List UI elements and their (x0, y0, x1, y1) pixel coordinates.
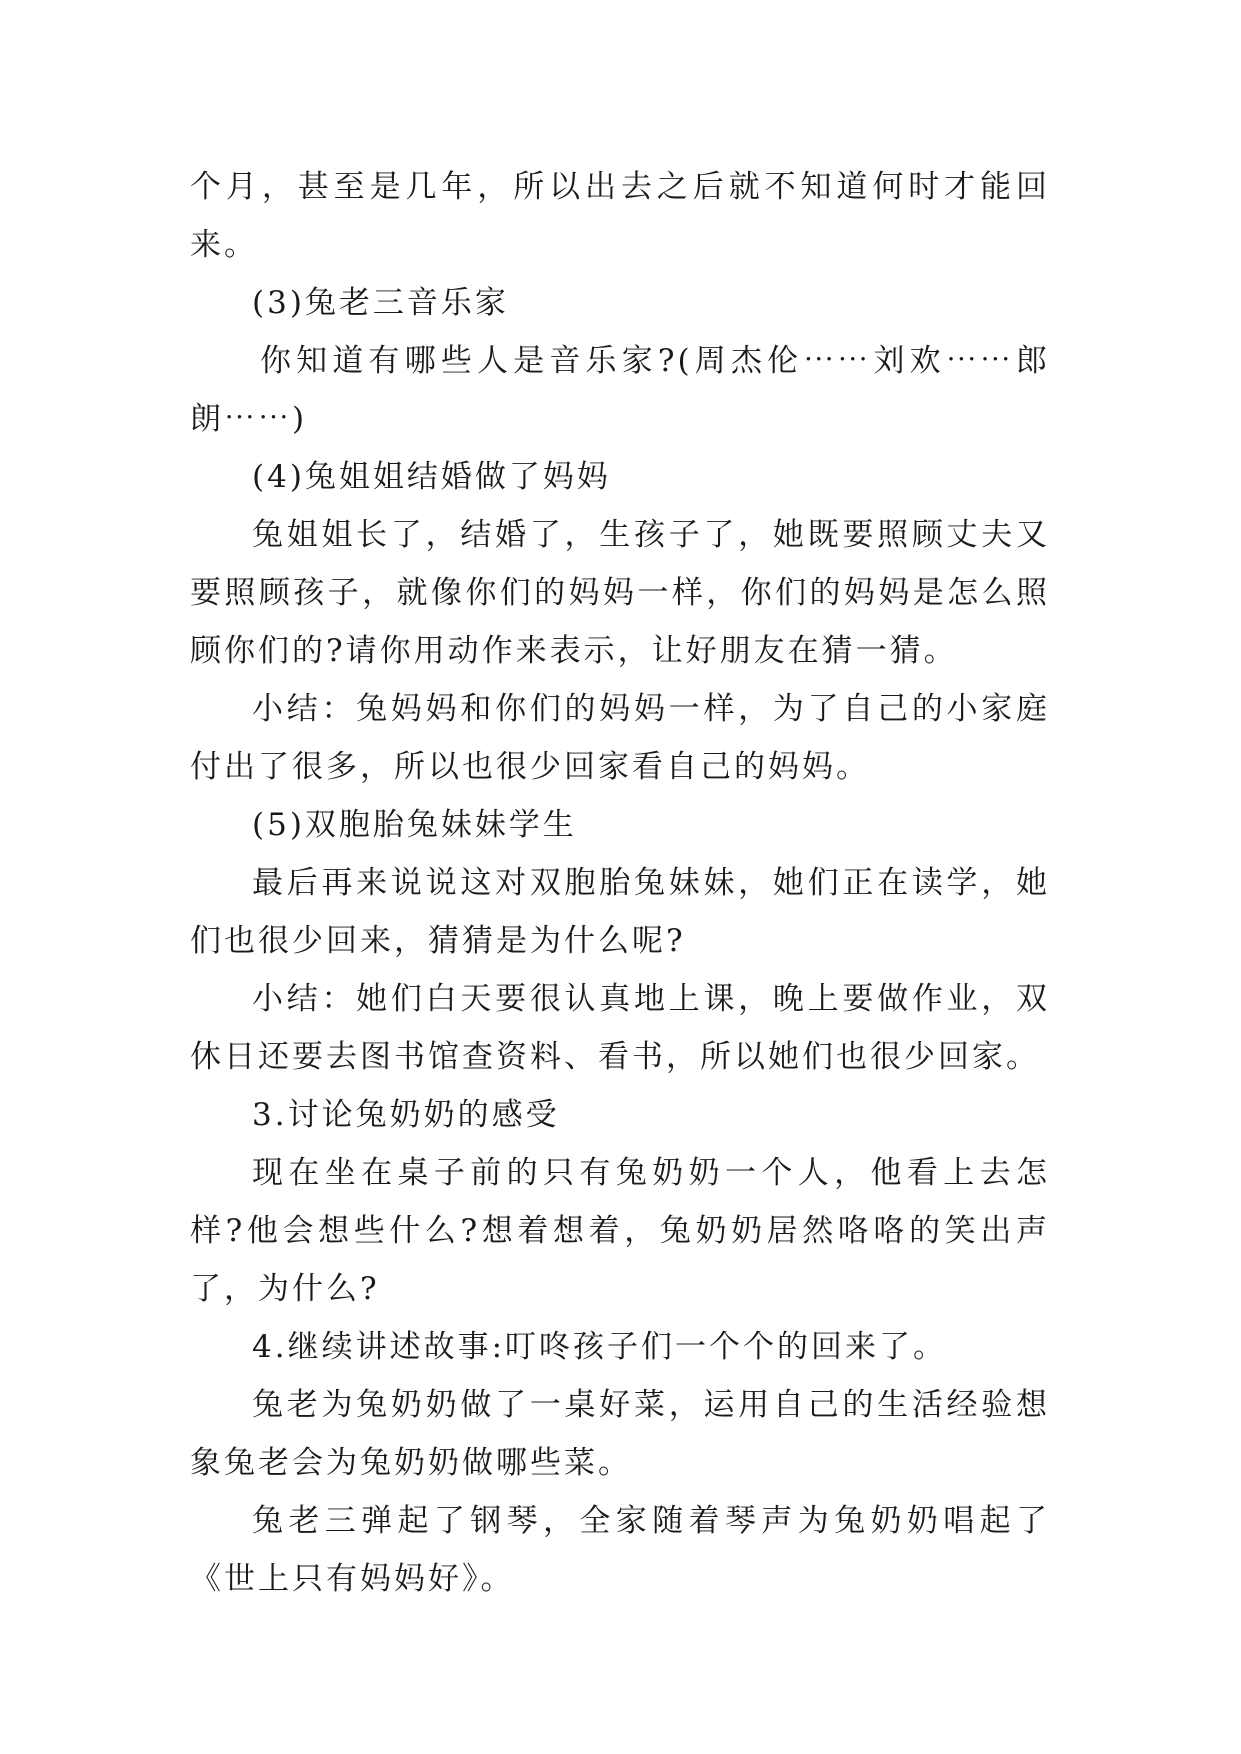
paragraph-summary-twins: 小结：她们白天要很认真地上课，晚上要做作业，双休日还要去图书馆查资料、看书，所以她们也很少回家。 (190, 981, 1050, 1075)
paragraph-summary-mother: 小结：兔妈妈和你们的妈妈一样，为了自己的小家庭付出了很多，所以也很少回家看自己的妈妈。 (190, 691, 1050, 785)
heading-continue-story: 4.继续讲述故事:叮咚孩子们一个个的回来了。 (252, 1329, 948, 1365)
subheading-twin-sisters: (5)双胞胎兔妹妹学生 (252, 807, 577, 843)
paragraph-rabbit-sister: 兔姐姐长了，结婚了，生孩子了，她既要照顾丈夫又要照顾孩子，就像你们的妈妈一样，你们的妈妈是怎么照顾你们的?请你用动作来表示，让好朋友在猜一猜。 (190, 517, 1050, 669)
paragraph-piano-song: 兔老三弹起了钢琴，全家随着琴声为兔奶奶唱起了《世上只有妈妈好》。 (190, 1503, 1050, 1597)
paragraph-twin-sisters: 最后再来说说这对双胞胎兔妹妹，她们正在读学，她们也很少回来，猜猜是为什么呢? (190, 865, 1050, 959)
heading-discuss-grandma: 3.讨论兔奶奶的感受 (252, 1097, 560, 1133)
subheading-rabbit-third-musician: (3)兔老三音乐家 (252, 285, 509, 321)
paragraph-continuation: 个月，甚至是几年，所以出去之后就不知道何时才能回来。 (190, 169, 1050, 263)
subheading-rabbit-sister-mother: (4)兔姐姐结婚做了妈妈 (252, 459, 611, 495)
paragraph-dinner: 兔老为兔奶奶做了一桌好菜，运用自己的生活经验想象兔老会为兔奶奶做哪些菜。 (190, 1387, 1050, 1481)
document-body (190, 158, 1050, 1608)
paragraph-grandma-feelings: 现在坐在桌子前的只有兔奶奶一个人，他看上去怎样?他会想些什么?想着想着，兔奶奶居然咯咯的笑出声了，为什么? (190, 1155, 1050, 1307)
paragraph-musicians-question: 你知道有哪些人是音乐家?(周杰伦⋯⋯刘欢⋯⋯郎朗⋯⋯) (190, 343, 1050, 437)
